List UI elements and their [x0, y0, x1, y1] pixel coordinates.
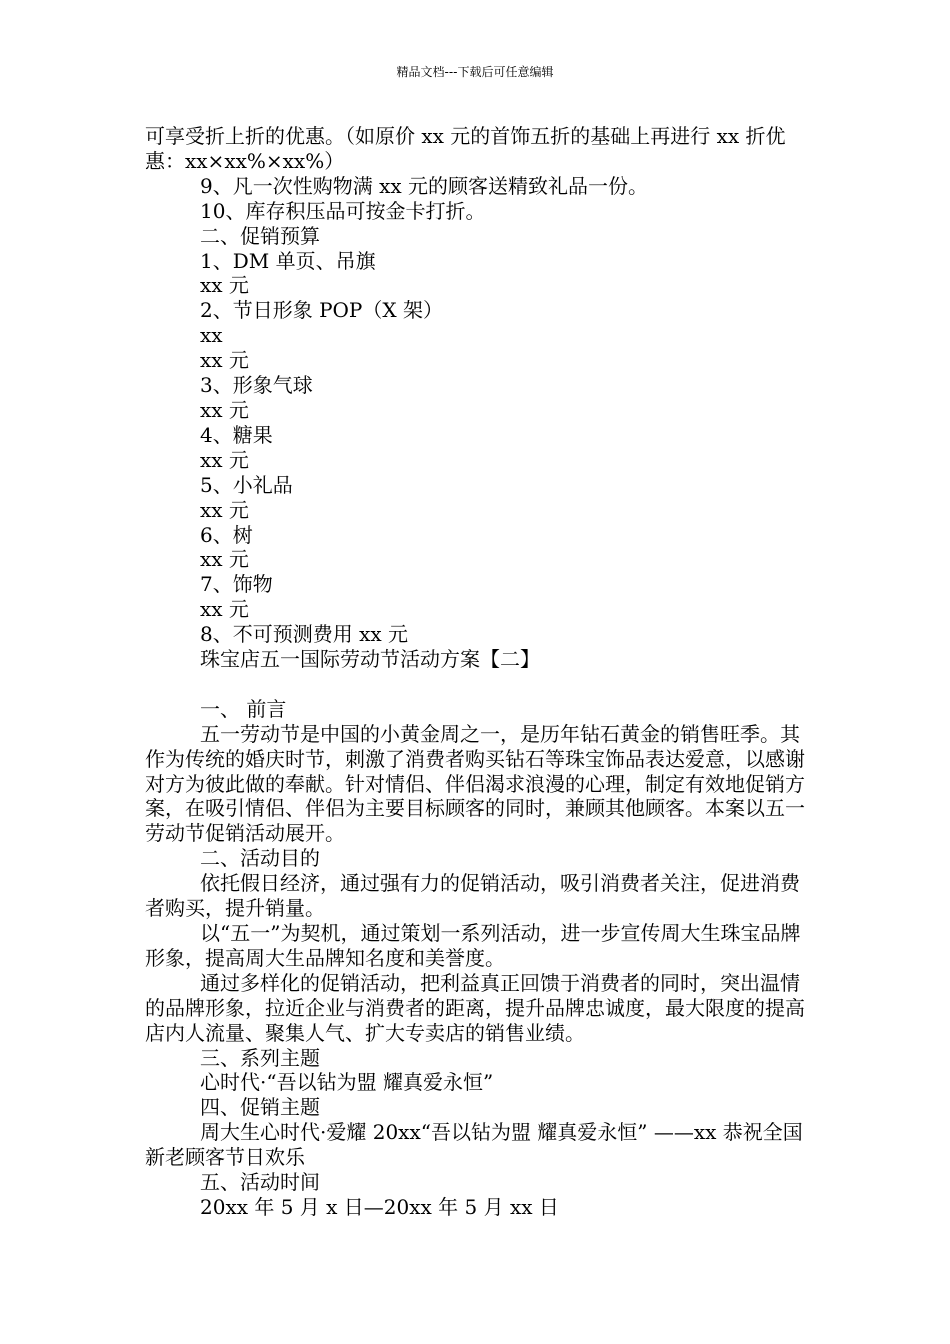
paragraph: 6、树: [200, 522, 253, 547]
paragraph: 一、 前言: [200, 696, 287, 721]
paragraph: 五一劳动节是中国的小黄金周之一，是历年钻石黄金的销售旺季。其作为传统的婚庆时节，刺激了消费者购买钻石等珠宝饰品表达爱意，以感谢对方为彼此做的奉献。针对情侣、伴侣渴求浪漫的心理，制定有效地促销方案，在吸引情侣、伴侣为主要目标顾客的同时，兼顾其他顾客。本案以五一劳动节促销活动展开。: [145, 721, 805, 846]
paragraph: xx 元: [200, 547, 249, 572]
paragraph: xx 元: [200, 597, 249, 622]
paragraph: 3、形象气球: [200, 373, 313, 398]
paragraph: 可享受折上折的优惠。（如原价 xx 元的首饰五折的基础上再进行 xx 折优惠：xx×xx%×xx%）: [145, 124, 786, 173]
paragraph: 5、小礼品: [200, 472, 293, 497]
paragraph: 四、促销主题: [200, 1095, 320, 1120]
paragraph: xx 元: [200, 447, 249, 472]
paragraph: 2、节日形象 POP（X 架）: [200, 298, 443, 323]
paragraph: 以“五一”为契机，通过策划一系列活动，进一步宣传周大生珠宝品牌形象，提高周大生品牌知名度和美誉度。: [145, 920, 801, 970]
paragraph: 依托假日经济，通过强有力的促销活动，吸引消费者关注，促进消费者购买，提升销量。: [145, 871, 800, 921]
paragraph: xx 元: [200, 497, 249, 522]
paragraph: 10、库存积压品可按金卡打折。: [200, 198, 486, 223]
page-header: 精品文档---下载后可任意编辑: [396, 65, 554, 79]
paragraph: xx 元: [200, 348, 249, 373]
paragraph: 通过多样化的促销活动，把利益真正回馈于消费者的同时，突出温情的品牌形象，拉近企业与消费者的距离，提升品牌忠诚度，最大限度的提高店内人流量、聚集人气、扩大专卖店的销售业绩。: [145, 970, 805, 1045]
paragraph: 20xx 年 5 月 x 日—20xx 年 5 月 xx 日: [200, 1194, 559, 1219]
paragraph: xx 元: [200, 273, 249, 298]
blank-line: [145, 672, 807, 697]
paragraph: xx 元: [200, 397, 249, 422]
paragraph: 周大生心时代·爱耀 20xx“吾以钻为盟 耀真爱永恒” ——xx 恭祝全国新老顾客节日欢乐: [145, 1120, 803, 1170]
paragraph: 9、凡一次性购物满 xx 元的顾客送精致礼品一份。: [200, 173, 648, 198]
paragraph: 珠宝店五一国际劳动节活动方案【二】: [200, 647, 540, 672]
paragraph: 五、活动时间: [200, 1170, 320, 1195]
paragraph: 二、促销预算: [200, 223, 320, 248]
paragraph: 三、系列主题: [200, 1045, 320, 1070]
document-body: [145, 124, 807, 1220]
paragraph: 心时代·“吾以钻为盟 耀真爱永恒”: [200, 1070, 494, 1095]
paragraph: 8、不可预测费用 xx 元: [200, 622, 408, 647]
paragraph: 1、DM 单页、吊旗: [200, 248, 376, 273]
paragraph: 4、糖果: [200, 422, 273, 447]
paragraph: xx: [200, 323, 223, 348]
paragraph: 7、饰物: [200, 572, 273, 597]
paragraph: 二、活动目的: [200, 846, 320, 871]
